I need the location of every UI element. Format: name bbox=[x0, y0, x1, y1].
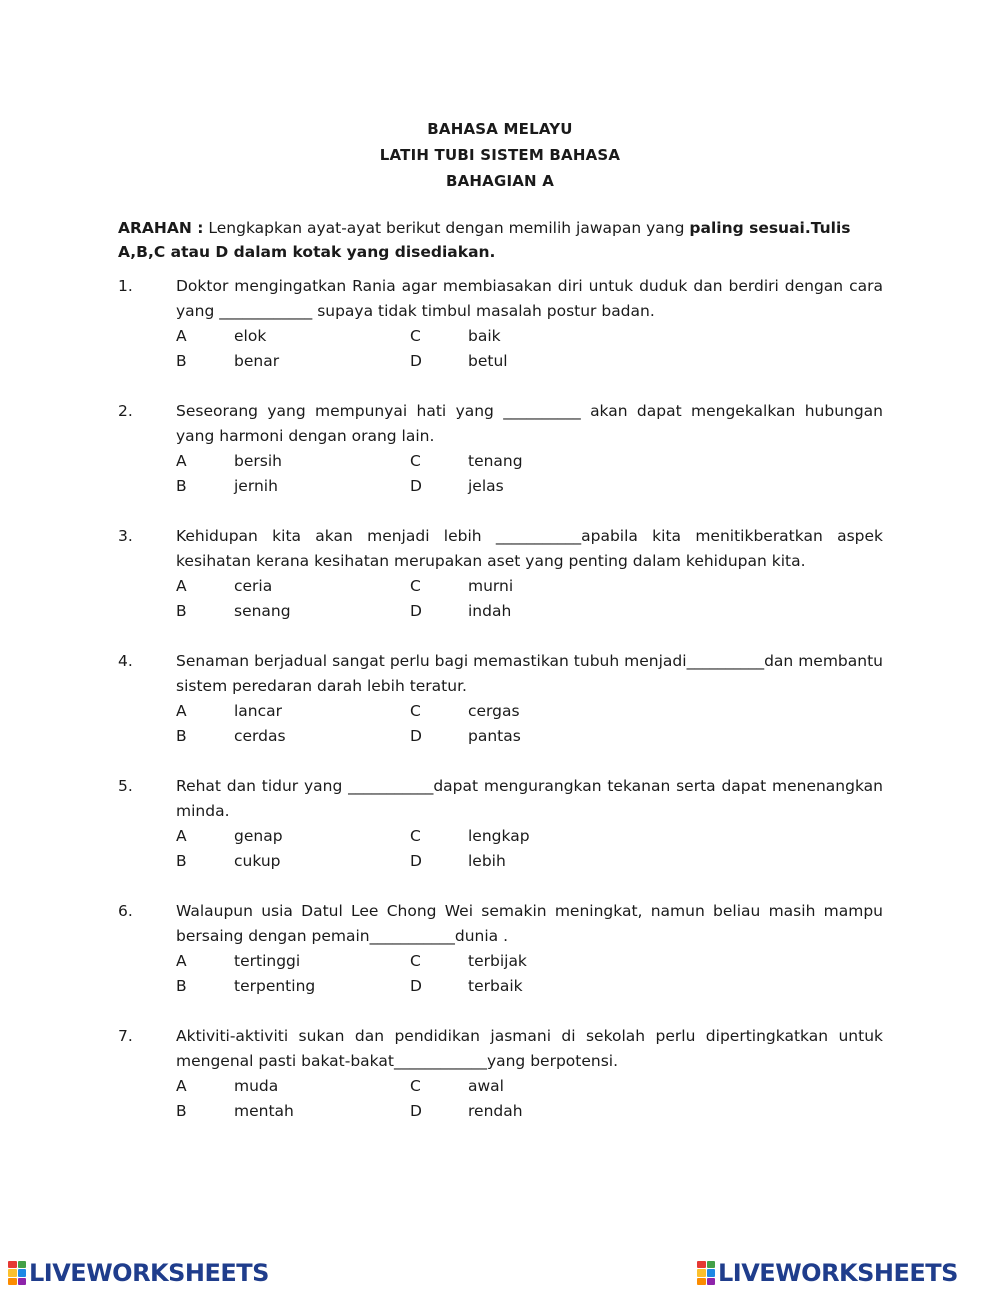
question-number: 1. bbox=[118, 277, 133, 295]
question-stem: Aktiviti-aktiviti sukan dan pendidikan jasmani di sekolah perlu dipertingkatkan untuk mengenal pasti bakat-bakat____________yang berpotensi. bbox=[176, 1027, 883, 1070]
question-number: 3. bbox=[118, 527, 133, 545]
question-6 bbox=[118, 899, 883, 999]
question-number: 5. bbox=[118, 777, 133, 795]
question-stem: Seseorang yang mempunyai hati yang __________ akan dapat mengekalkan hubungan yang harmoni dengan orang lain. bbox=[176, 402, 883, 445]
liveworksheets-icon bbox=[697, 1261, 715, 1285]
question-2 bbox=[118, 399, 883, 499]
subject-title: BAHASA MELAYU bbox=[427, 120, 573, 138]
options: A genap B cukup C lengkap D lebih bbox=[176, 827, 530, 870]
liveworksheets-logo[interactable] bbox=[8, 1256, 269, 1290]
options: A tertinggi B terpenting C terbijak D terbaik bbox=[176, 952, 527, 995]
liveworksheets-logo[interactable] bbox=[697, 1256, 958, 1290]
instructions-label: ARAHAN : bbox=[118, 219, 204, 237]
options: A elok B benar C baik D betul bbox=[176, 327, 508, 370]
question-4 bbox=[118, 649, 883, 749]
question-number: 2. bbox=[118, 402, 133, 420]
section-title: BAHAGIAN A bbox=[445, 172, 555, 190]
instructions-emphasis: paling sesuai.Tulis A,B,C atau D dalam kotak yang disediakan. bbox=[118, 219, 851, 261]
question-stem: Doktor mengingatkan Rania agar membiasakan diri untuk duduk dan berdiri dengan cara yang ____________ supaya tidak timbul masalah postur badan. bbox=[176, 277, 883, 320]
question-number: 6. bbox=[118, 902, 133, 920]
options: A lancar B cerdas C cergas D pantas bbox=[176, 702, 521, 745]
worksheet-title: LATIH TUBI SISTEM BAHASA bbox=[379, 146, 621, 164]
question-stem: Senaman berjadual sangat perlu bagi memastikan tubuh menjadi__________dan membantu sistem peredaran darah lebih teratur. bbox=[176, 652, 883, 695]
question-1 bbox=[118, 274, 883, 374]
logo-text: LIVEWORKSHEETS bbox=[718, 1259, 958, 1287]
instructions bbox=[118, 216, 883, 264]
options: A muda B mentah C awal D rendah bbox=[176, 1077, 523, 1120]
question-stem: Kehidupan kita akan menjadi lebih ___________apabila kita menitikberatkan aspek kesihatan kerana kesihatan merupakan aset yang penting dalam kehidupan kita. bbox=[176, 527, 883, 570]
options: A ceria B senang C murni D indah bbox=[176, 577, 514, 620]
question-number: 7. bbox=[118, 1027, 133, 1045]
liveworksheets-icon bbox=[8, 1261, 26, 1285]
question-stem: Walaupun usia Datul Lee Chong Wei semakin meningkat, namun beliau masih mampu bersaing dengan pemain___________dunia . bbox=[176, 902, 883, 945]
question-number: 4. bbox=[118, 652, 133, 670]
question-7 bbox=[118, 1024, 883, 1124]
instructions-text: Lengkapkan ayat-ayat berikut dengan memilih jawapan yang bbox=[208, 219, 685, 237]
logo-text: LIVEWORKSHEETS bbox=[29, 1259, 269, 1287]
question-5 bbox=[118, 774, 883, 874]
options: A bersih B jernih C tenang D jelas bbox=[176, 452, 523, 495]
question-3 bbox=[118, 524, 883, 624]
question-stem: Rehat dan tidur yang ___________dapat mengurangkan tekanan serta dapat menenangkan minda. bbox=[176, 777, 883, 820]
